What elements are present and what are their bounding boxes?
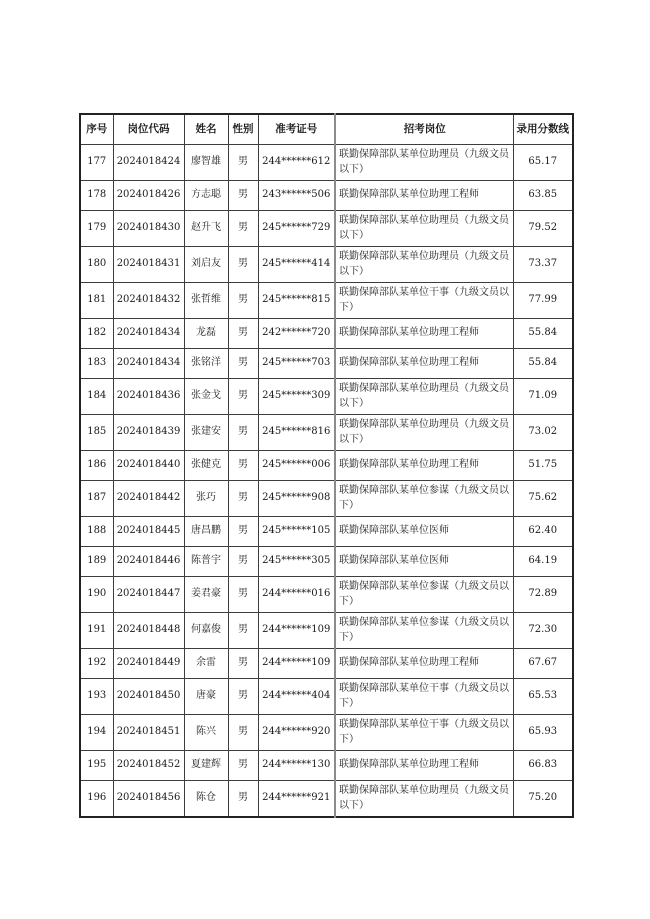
cell-score: 71.09	[513, 378, 573, 414]
cell-score: 65.53	[513, 678, 573, 714]
table-row	[80, 546, 573, 576]
cell-name: 陈仓	[184, 780, 228, 817]
cell-gender: 男	[228, 348, 258, 378]
header-name: 姓名	[184, 114, 228, 144]
cell-code: 2024018440	[113, 450, 184, 480]
cell-code: 2024018439	[113, 414, 184, 450]
cell-ticket: 245******309	[258, 378, 335, 414]
header-row	[80, 114, 573, 144]
cell-name: 唐豪	[184, 678, 228, 714]
cell-code: 2024018424	[113, 144, 184, 180]
cell-position: 联勤保障部队某单位助理员（九级文员以下）	[335, 414, 513, 450]
cell-gender: 男	[228, 678, 258, 714]
cell-score: 63.85	[513, 180, 573, 210]
table-row	[80, 282, 573, 318]
cell-ticket: 245******305	[258, 546, 335, 576]
cell-seq: 183	[80, 348, 113, 378]
cell-code: 2024018431	[113, 246, 184, 282]
cell-ticket: 245******816	[258, 414, 335, 450]
cell-ticket: 244******016	[258, 576, 335, 612]
cell-ticket: 245******908	[258, 480, 335, 516]
table-row	[80, 648, 573, 678]
cell-seq: 196	[80, 780, 113, 817]
cell-score: 51.75	[513, 450, 573, 480]
cell-position: 联勤保障部队某单位干事（九级文员以下）	[335, 282, 513, 318]
cell-score: 66.83	[513, 750, 573, 780]
cell-score: 73.02	[513, 414, 573, 450]
cell-name: 刘启友	[184, 246, 228, 282]
cell-position: 联勤保障部队某单位助理工程师	[335, 648, 513, 678]
cell-gender: 男	[228, 144, 258, 180]
cell-score: 64.19	[513, 546, 573, 576]
header-seq: 序号	[80, 114, 113, 144]
cell-name: 唐昌鹏	[184, 516, 228, 546]
table-row	[80, 144, 573, 180]
cell-position: 联勤保障部队某单位医师	[335, 516, 513, 546]
cell-position: 联勤保障部队某单位助理工程师	[335, 180, 513, 210]
cell-seq: 187	[80, 480, 113, 516]
cell-name: 张建安	[184, 414, 228, 450]
cell-gender: 男	[228, 546, 258, 576]
cell-code: 2024018434	[113, 318, 184, 348]
cell-gender: 男	[228, 714, 258, 750]
cell-code: 2024018456	[113, 780, 184, 817]
cell-gender: 男	[228, 576, 258, 612]
cell-gender: 男	[228, 180, 258, 210]
cell-gender: 男	[228, 318, 258, 348]
table-row	[80, 450, 573, 480]
table-row	[80, 750, 573, 780]
cell-name: 陈兴	[184, 714, 228, 750]
cell-position: 联勤保障部队某单位参谋（九级文员以下）	[335, 576, 513, 612]
cell-ticket: 242******720	[258, 318, 335, 348]
cell-position: 联勤保障部队某单位助理员（九级文员以下）	[335, 144, 513, 180]
table-row	[80, 246, 573, 282]
cell-ticket: 245******105	[258, 516, 335, 546]
cell-ticket: 245******414	[258, 246, 335, 282]
cell-seq: 194	[80, 714, 113, 750]
cell-gender: 男	[228, 480, 258, 516]
cell-position: 联勤保障部队某单位助理员（九级文员以下）	[335, 378, 513, 414]
cell-ticket: 245******703	[258, 348, 335, 378]
cell-code: 2024018448	[113, 612, 184, 648]
header-gender: 性别	[228, 114, 258, 144]
table-row	[80, 576, 573, 612]
cell-score: 55.84	[513, 348, 573, 378]
cell-seq: 190	[80, 576, 113, 612]
cell-seq: 186	[80, 450, 113, 480]
cell-position: 联勤保障部队某单位助理工程师	[335, 318, 513, 348]
cell-score: 75.62	[513, 480, 573, 516]
cell-position: 联勤保障部队某单位助理员（九级文员以下）	[335, 210, 513, 246]
cell-seq: 182	[80, 318, 113, 348]
cell-ticket: 244******612	[258, 144, 335, 180]
cell-code: 2024018451	[113, 714, 184, 750]
cell-seq: 192	[80, 648, 113, 678]
cell-score: 79.52	[513, 210, 573, 246]
cell-position: 联勤保障部队某单位助理工程师	[335, 750, 513, 780]
cell-gender: 男	[228, 750, 258, 780]
cell-seq: 184	[80, 378, 113, 414]
cell-ticket: 244******920	[258, 714, 335, 750]
cell-seq: 195	[80, 750, 113, 780]
cell-name: 张铭洋	[184, 348, 228, 378]
cell-score: 77.99	[513, 282, 573, 318]
cell-code: 2024018445	[113, 516, 184, 546]
cell-seq: 191	[80, 612, 113, 648]
cell-position: 联勤保障部队某单位助理工程师	[335, 348, 513, 378]
cell-ticket: 244******109	[258, 648, 335, 678]
cell-seq: 181	[80, 282, 113, 318]
header-ticket-number: 准考证号	[258, 114, 335, 144]
cell-gender: 男	[228, 450, 258, 480]
cell-position: 联勤保障部队某单位医师	[335, 546, 513, 576]
cell-score: 72.30	[513, 612, 573, 648]
cell-code: 2024018447	[113, 576, 184, 612]
cell-name: 张哲维	[184, 282, 228, 318]
cell-gender: 男	[228, 414, 258, 450]
table-row	[80, 678, 573, 714]
cell-gender: 男	[228, 648, 258, 678]
cell-seq: 178	[80, 180, 113, 210]
table-row	[80, 210, 573, 246]
cell-code: 2024018432	[113, 282, 184, 318]
header-recruitment-position: 招考岗位	[335, 114, 513, 144]
cell-name: 陈普宇	[184, 546, 228, 576]
cell-gender: 男	[228, 780, 258, 817]
cell-code: 2024018442	[113, 480, 184, 516]
cell-seq: 180	[80, 246, 113, 282]
cell-name: 张金戈	[184, 378, 228, 414]
table-row	[80, 612, 573, 648]
cell-score: 65.17	[513, 144, 573, 180]
cell-position: 联勤保障部队某单位助理员（九级文员以下）	[335, 246, 513, 282]
cell-name: 夏建辉	[184, 750, 228, 780]
cell-seq: 193	[80, 678, 113, 714]
cell-ticket: 244******404	[258, 678, 335, 714]
cell-position: 联勤保障部队某单位参谋（九级文员以下）	[335, 612, 513, 648]
table-row	[80, 414, 573, 450]
cell-name: 张健克	[184, 450, 228, 480]
cell-code: 2024018449	[113, 648, 184, 678]
cell-ticket: 244******109	[258, 612, 335, 648]
cell-seq: 189	[80, 546, 113, 576]
header-position-code: 岗位代码	[113, 114, 184, 144]
cell-position: 联勤保障部队某单位参谋（九级文员以下）	[335, 480, 513, 516]
cell-seq: 177	[80, 144, 113, 180]
cell-code: 2024018452	[113, 750, 184, 780]
cell-seq: 179	[80, 210, 113, 246]
cell-gender: 男	[228, 516, 258, 546]
cell-ticket: 244******921	[258, 780, 335, 817]
cell-ticket: 243******506	[258, 180, 335, 210]
cell-code: 2024018436	[113, 378, 184, 414]
cell-code: 2024018450	[113, 678, 184, 714]
cell-code: 2024018434	[113, 348, 184, 378]
cell-ticket: 245******006	[258, 450, 335, 480]
cell-position: 联勤保障部队某单位助理工程师	[335, 450, 513, 480]
cell-score: 75.20	[513, 780, 573, 817]
cell-score: 72.89	[513, 576, 573, 612]
cell-name: 张巧	[184, 480, 228, 516]
cell-name: 何嘉俊	[184, 612, 228, 648]
cell-name: 余雷	[184, 648, 228, 678]
cell-position: 联勤保障部队某单位干事（九级文员以下）	[335, 714, 513, 750]
cell-seq: 188	[80, 516, 113, 546]
cell-code: 2024018430	[113, 210, 184, 246]
cell-code: 2024018426	[113, 180, 184, 210]
cell-name: 龙磊	[184, 318, 228, 348]
cell-name: 方志聪	[184, 180, 228, 210]
cell-ticket: 245******815	[258, 282, 335, 318]
table-body	[80, 144, 573, 817]
cell-gender: 男	[228, 246, 258, 282]
cell-ticket: 244******130	[258, 750, 335, 780]
cell-position: 联勤保障部队某单位助理员（九级文员以下）	[335, 780, 513, 817]
cell-name: 姜君豪	[184, 576, 228, 612]
cell-gender: 男	[228, 210, 258, 246]
cell-score: 55.84	[513, 318, 573, 348]
cell-gender: 男	[228, 378, 258, 414]
table-row	[80, 714, 573, 750]
cell-name: 赵升飞	[184, 210, 228, 246]
table-row	[80, 318, 573, 348]
table-row	[80, 516, 573, 546]
cell-code: 2024018446	[113, 546, 184, 576]
table-row	[80, 378, 573, 414]
recruitment-score-table	[79, 113, 574, 818]
table-row	[80, 180, 573, 210]
table-row	[80, 348, 573, 378]
header-score-line: 录用分数线	[513, 114, 573, 144]
cell-gender: 男	[228, 282, 258, 318]
cell-gender: 男	[228, 612, 258, 648]
cell-seq: 185	[80, 414, 113, 450]
cell-score: 67.67	[513, 648, 573, 678]
table-row	[80, 780, 573, 817]
cell-name: 廖智雄	[184, 144, 228, 180]
cell-score: 73.37	[513, 246, 573, 282]
cell-position: 联勤保障部队某单位干事（九级文员以下）	[335, 678, 513, 714]
cell-ticket: 245******729	[258, 210, 335, 246]
cell-score: 62.40	[513, 516, 573, 546]
table-row	[80, 480, 573, 516]
cell-score: 65.93	[513, 714, 573, 750]
